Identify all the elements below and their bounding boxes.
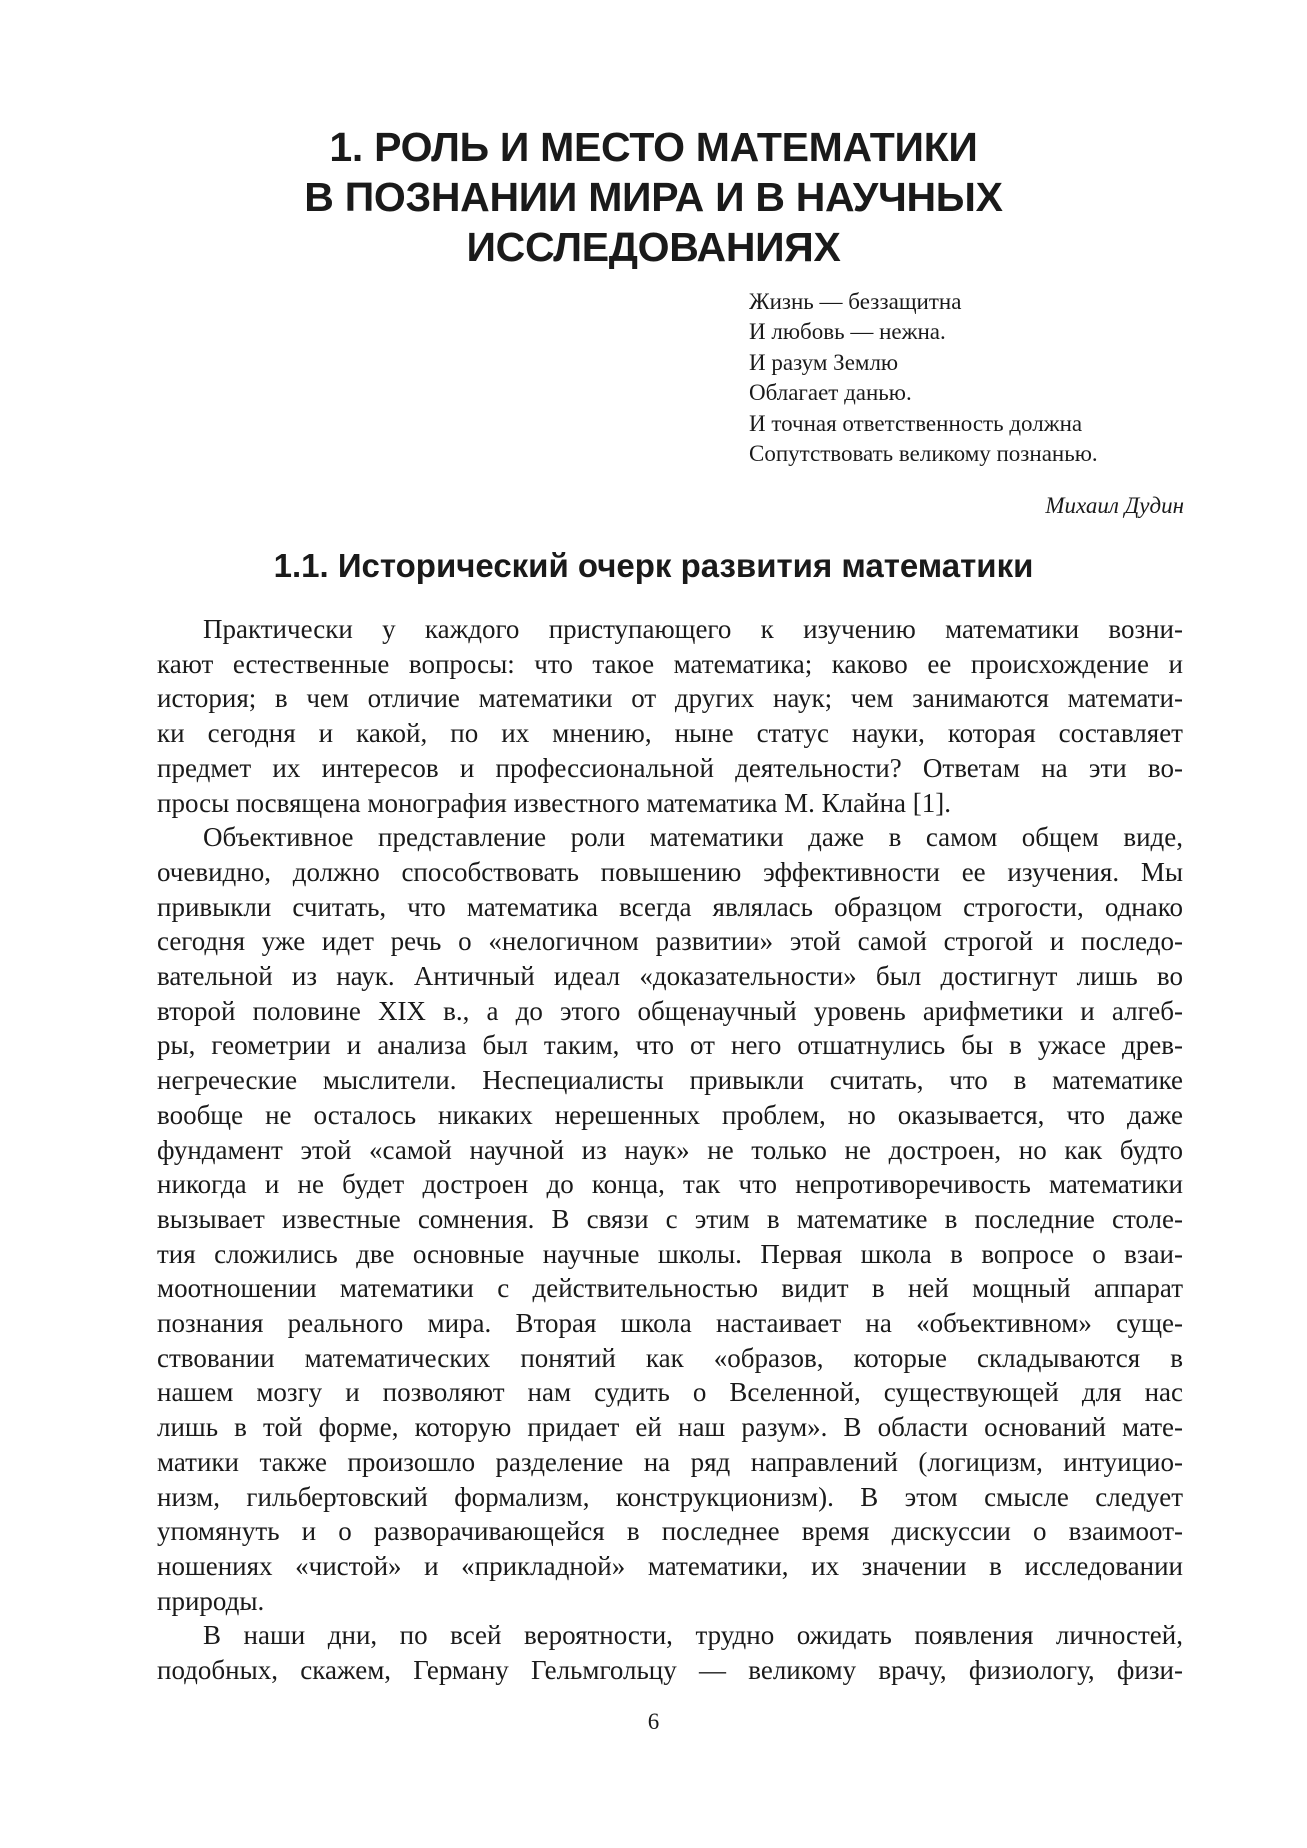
text-line: очевидно, должно способствовать повышению эффективности ее изучения. Мы bbox=[157, 856, 1183, 887]
text-line: ки сегодня и какой, по их мнению, ныне статус науки, которая составляет bbox=[157, 718, 1183, 749]
text-line: упомянуть и о разворачивающейся в последнее время дискуссии о взаимоот- bbox=[157, 1516, 1183, 1547]
text-line: подобных, скажем, Герману Гельмгольцу — великому врачу, физиологу, физи- bbox=[157, 1655, 1183, 1686]
epigraph bbox=[749, 287, 1209, 469]
text-line: моотношении математики с действительностью видит в ней мощный аппарат bbox=[157, 1273, 1183, 1304]
text-line: негреческие мыслители. Неспециалисты привыкли считать, что в математике bbox=[157, 1065, 1183, 1096]
epigraph-author: Михаил Дудин bbox=[1045, 493, 1184, 518]
text-line: вообще не осталось никаких нерешенных проблем, но оказывается, что даже bbox=[157, 1099, 1183, 1130]
text-line: нашем мозгу и позволяют нам судить о Вселенной, существующей для нас bbox=[157, 1377, 1183, 1408]
text-line: вызывает известные сомнения. В связи с этим в математике в последние столе- bbox=[157, 1203, 1183, 1234]
text-line: история; в чем отличие математики от других наук; чем занимаются математи- bbox=[157, 683, 1183, 714]
text-line: кают естественные вопросы: что такое математика; каково ее происхождение и bbox=[157, 648, 1183, 679]
text-line: фундамент этой «самой научной из наук» не только не достроен, но как будто bbox=[157, 1134, 1183, 1165]
chapter-title-line: В ПОЗНАНИИ МИРА И В НАУЧНЫХ bbox=[304, 174, 1003, 220]
epigraph-line: Облагает данью. bbox=[749, 380, 912, 406]
text-line: Объективное представление роли математики даже в самом общем виде, bbox=[203, 822, 1183, 853]
text-line: низм, гильбертовский формализм, конструкционизм). В этом смысле следует bbox=[157, 1481, 1183, 1512]
text-line: вательной из наук. Античный идеал «доказательности» был достигнут лишь во bbox=[157, 961, 1183, 992]
text-line: ношениях «чистой» и «прикладной» математики, их значении в исследовании bbox=[157, 1550, 1183, 1581]
text-line: матики также произошло разделение на ряд направлений (логицизм, интуицио- bbox=[157, 1446, 1183, 1477]
text-line: привыкли считать, что математика всегда являлась образцом строгости, однако bbox=[157, 891, 1183, 922]
text-line: никогда и не будет достроен до конца, так что непротиворечивость математики bbox=[157, 1169, 1183, 1200]
chapter-title-line: ИССЛЕДОВАНИЯХ bbox=[466, 224, 841, 270]
text-line: предмет их интересов и профессиональной деятельности? Ответам на эти во- bbox=[157, 752, 1183, 783]
text-line: лишь в той форме, которую придает ей наш разум». В области оснований мате- bbox=[157, 1412, 1183, 1443]
body-text bbox=[157, 612, 1183, 1688]
chapter-title bbox=[180, 122, 1127, 272]
text-line: познания реального мира. Вторая школа настаивает на «объективном» суще- bbox=[157, 1308, 1183, 1339]
section-title: 1.1. Исторический очерк развития математики bbox=[273, 547, 1034, 584]
text-line: ствовании математических понятий как «образов, которые складываются в bbox=[157, 1342, 1183, 1373]
text-line: просы посвящена монография известного математика М. Клайна [1]. bbox=[157, 787, 952, 818]
text-line: Практически у каждого приступающего к изучению математики возни- bbox=[203, 614, 1183, 644]
epigraph-line: Жизнь — беззащитна bbox=[749, 289, 962, 314]
text-line: природы. bbox=[157, 1585, 265, 1616]
text-line: тия сложились две основные научные школы. Первая школа в вопросе о взаи- bbox=[157, 1238, 1183, 1269]
epigraph-line: И точная ответственность должна bbox=[749, 410, 1083, 436]
epigraph-line: И разум Землю bbox=[749, 349, 899, 375]
text-line: сегодня уже идет речь о «нелогичном развитии» этой самой строгой и последо- bbox=[157, 926, 1183, 957]
text-line: ры, геометрии и анализа был таким, что от него отшатнулись бы в ужасе древ- bbox=[157, 1030, 1183, 1061]
page-number: 6 bbox=[647, 1709, 660, 1734]
epigraph-line: Сопутствовать великому познанью. bbox=[749, 441, 1098, 467]
text-line: В наши дни, по всей вероятности, трудно ожидать появления личностей, bbox=[203, 1620, 1183, 1651]
epigraph-line: И любовь — нежна. bbox=[749, 319, 946, 345]
text-line: второй половине XIX в., а до этого общенаучный уровень арифметики и алгеб- bbox=[157, 995, 1183, 1026]
chapter-title-line: 1. РОЛЬ И МЕСТО МАТЕМАТИКИ bbox=[329, 124, 978, 170]
